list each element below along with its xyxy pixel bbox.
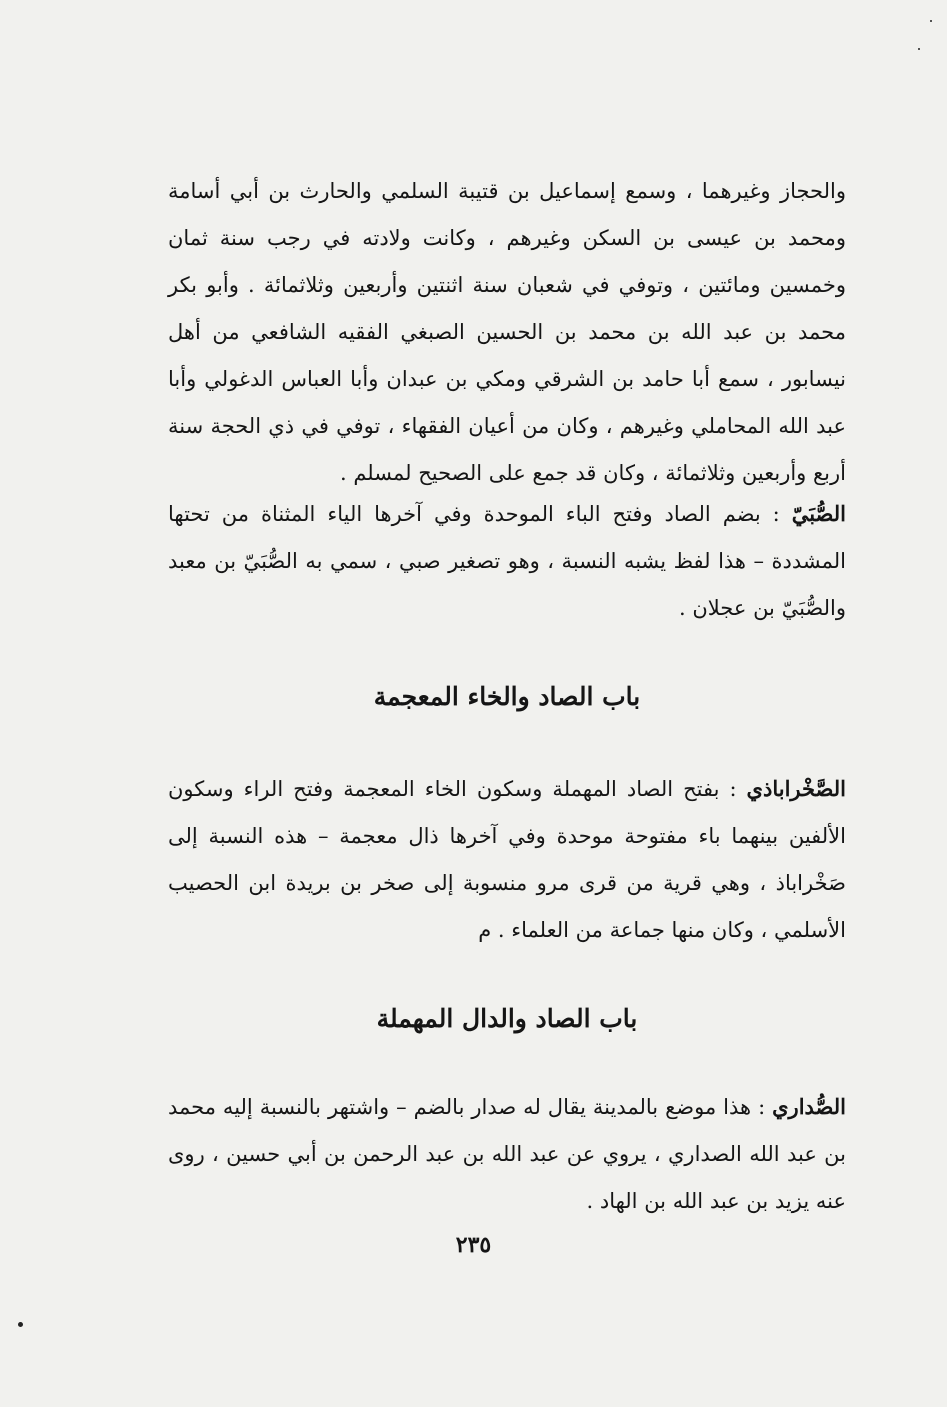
section-heading-sad-kha: باب الصاد والخاء المعجمة bbox=[373, 682, 641, 711]
entry-paragraph bbox=[168, 765, 846, 954]
ink-speck bbox=[930, 20, 932, 22]
section-heading-sad-dal: باب الصاد والدال المهملة bbox=[376, 1004, 638, 1033]
entry-definition: : بفتح الصاد المهملة وسكون الخاء المعجمة وفتح الراء وسكون الألفين بينهما باء مفتوحة موحدة وفي آخرها ذال معجمة – هذه النسبة إلى صَخْراباذ ، وهي قرية من قرى مرو منسوبة إلى صخر بن بريدة ابن الحصيب الأسلمي ، وكان منها جماعة من العلماء . م bbox=[168, 777, 846, 942]
entry-al-sudari bbox=[168, 1083, 846, 1225]
entry-term: الصَّخْراباذي bbox=[746, 776, 846, 801]
entry-definition: : بضم الصاد وفتح الباء الموحدة وفي آخرها الياء المثناة من تحتها المشددة – هذا لفظ يشبه النسبة ، وهو تصغير صبي ، سمي به الصُّبَيّ بن معبد والصُّبَيّ بن عجلان . bbox=[168, 502, 846, 620]
entry-al-sakhrabadhi bbox=[168, 765, 846, 954]
entry-al-subayy bbox=[168, 490, 846, 632]
entry-paragraph bbox=[168, 490, 846, 632]
ink-speck bbox=[18, 1322, 23, 1327]
page-number: ٢٣٥ bbox=[455, 1232, 492, 1258]
ink-speck bbox=[918, 48, 920, 50]
entry-paragraph bbox=[168, 1083, 846, 1225]
paragraph-text: والحجاز وغيرهما ، وسمع إسماعيل بن قتيبة السلمي والحارث بن أبي أسامة ومحمد بن عيسى بن السكن وغيرهم ، وكانت ولادته في رجب سنة ثمان وخمسين ومائتين ، وتوفي في شعبان سنة اثنتين وأربعين وثلاثمائة . وأبو بكر محمد بن عبد الله بن محمد بن الحسين الصبغي الفقيه الشافعي من أهل نيسابور ، سمع أبا حامد بن الشرقي ومكي بن عبدان وأبا العباس الدغولي وأبا عبد الله المحاملي وغيرهم ، وكان من أعيان الفقهاء ، توفي في ذي الحجة سنة أربع وأربعين وثلاثمائة ، وكان قد جمع على الصحيح لمسلم . bbox=[168, 179, 846, 485]
entry-term: الصُّداري bbox=[772, 1094, 846, 1119]
paragraph-sabghi bbox=[168, 168, 846, 497]
entry-definition: : هذا موضع بالمدينة يقال له صدار بالضم – واشتهر بالنسبة إليه محمد بن عبد الله الصداري ، يروي عن عبد الله بن عبد الرحمن بن أبي حسين ، روى عنه يزيد بن عبد الله بن الهاد . bbox=[168, 1095, 846, 1213]
entry-term: الصُّبَيّ bbox=[791, 501, 846, 526]
